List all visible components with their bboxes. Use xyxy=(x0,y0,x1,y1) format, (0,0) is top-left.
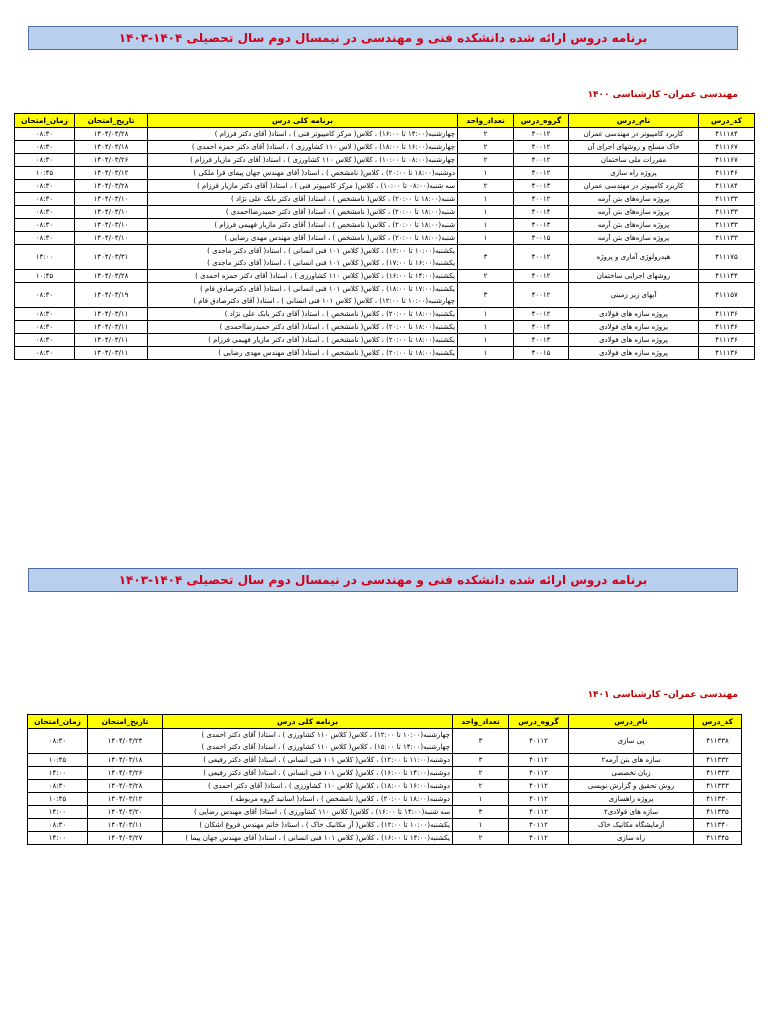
schedule-line: چهارشنبه(۱۰:۰۰ تا ۱۲:۰۰) ، کلاس( کلاس ۱۱۰ کشاورزی ) ، استاد( آقای دکتر احمدی ) xyxy=(201,731,450,739)
course-group-cell: ۴۰۰۱۲ xyxy=(514,193,569,206)
schedule-line: شنبه(۱۸:۰۰ تا ۲۰:۰۰) ، کلاس( نامشخص ) ، استاد( آقای دکتر بابک علی نژاد ) xyxy=(230,195,455,203)
units-cell: ۱ xyxy=(458,219,514,232)
course-name-cell: خاک مسلح و روشهای اجرای آن xyxy=(569,141,699,154)
schedule-cell xyxy=(148,167,458,180)
schedule-line: شنبه(۱۸:۰۰ تا ۲۰:۰۰) ، کلاس( نامشخص ) ، استاد( آقای مهندس مهدی رضایی ) xyxy=(224,234,455,242)
course-name-cell: مقررات ملی ساختمان xyxy=(569,154,699,167)
units-cell: ۲ xyxy=(458,180,514,193)
course-code-cell: ۴۱۱۱۳۳ xyxy=(699,206,755,219)
column-header-group: گروه_درس xyxy=(514,114,569,128)
units-cell: ۱ xyxy=(458,193,514,206)
schedule-cell xyxy=(148,321,458,334)
units-cell: ۳ xyxy=(453,729,509,754)
schedule-cell xyxy=(148,245,458,270)
course-code-cell: ۴۱۱۱۳۶ xyxy=(699,334,755,347)
exam-time-cell: ۱۴:۰۰ xyxy=(28,806,88,819)
table-row xyxy=(15,270,755,283)
exam-date-cell: ۱۴۰۴/۰۳/۱۸ xyxy=(75,141,148,154)
table-row xyxy=(28,729,742,754)
course-code-cell: ۴۱۱۱۳۶ xyxy=(699,321,755,334)
exam-date-cell: ۱۴۰۴/۰۳/۲۸ xyxy=(75,180,148,193)
exam-time-cell: ۱۰:۴۵ xyxy=(15,270,75,283)
schedule-cell xyxy=(148,270,458,283)
course-name-cell: هیدرولوژی آماری و پروژه xyxy=(569,245,699,270)
schedule-cell xyxy=(148,232,458,245)
section-2-table xyxy=(27,714,742,845)
schedule-cell xyxy=(148,180,458,193)
units-cell: ۲ xyxy=(458,141,514,154)
course-group-cell: ۴۰۱۱۲ xyxy=(509,832,569,845)
exam-time-cell: ۰۸:۳۰ xyxy=(15,308,75,321)
exam-time-cell: ۰۸:۳۰ xyxy=(15,193,75,206)
exam-date-cell: ۱۴۰۴/۰۳/۱۱ xyxy=(75,334,148,347)
schedule-line: چهارشنبه(۰۸:۰۰ تا ۱۰:۰۰) ، کلاس( کلاس ۱۱۰ کشاورزی ) ، استاد( آقای دکتر مازیار فرزام ) xyxy=(190,156,455,164)
course-name-cell: آزمایشگاه مکانیک خاک xyxy=(569,819,694,832)
schedule-line: چهارشنبه(۱۶:۰۰ تا ۱۸:۰۰) ، کلاس( لاس ۱۱۰ کشاورزی ) ، استاد( آقای دکتر حمزه احمدی ) xyxy=(191,143,455,151)
course-group-cell: ۴۰۱۱۲ xyxy=(509,754,569,767)
column-header-time: زمان_امتحان xyxy=(15,114,75,128)
column-header-date: تاریخ_امتحان xyxy=(75,114,148,128)
exam-date-cell: ۱۴۰۴/۰۳/۱۱ xyxy=(75,347,148,360)
exam-time-cell: ۱۴:۰۰ xyxy=(15,245,75,270)
exam-time-cell: ۰۸:۳۰ xyxy=(28,780,88,793)
course-code-cell: ۴۱۱۱۷۵ xyxy=(699,245,755,270)
course-group-cell: ۴۰۱۱۲ xyxy=(509,806,569,819)
course-group-cell: ۴۰۰۱۲ xyxy=(514,167,569,180)
course-code-cell: ۴۱۱۳۴۳ xyxy=(694,780,742,793)
course-code-cell: ۴۱۱۳۴۳ xyxy=(694,767,742,780)
table-row xyxy=(28,767,742,780)
table-row xyxy=(28,780,742,793)
exam-date-cell: ۱۴۰۴/۰۳/۲۸ xyxy=(75,128,148,141)
exam-time-cell: ۰۸:۳۰ xyxy=(15,334,75,347)
course-code-cell: ۴۱۱۱۴۴ xyxy=(699,270,755,283)
course-group-cell: ۴۰۰۱۲ xyxy=(514,245,569,270)
exam-time-cell: ۱۴:۰۰ xyxy=(28,767,88,780)
schedule-cell xyxy=(163,806,453,819)
table-row xyxy=(28,793,742,806)
course-code-cell: ۴۱۱۳۴۰ xyxy=(694,819,742,832)
course-group-cell: ۴۰۱۱۲ xyxy=(509,793,569,806)
exam-date-cell: ۱۴۰۴/۰۳/۱۲ xyxy=(88,793,163,806)
units-cell: ۱ xyxy=(458,308,514,321)
exam-date-cell: ۱۴۰۴/۰۳/۱۹ xyxy=(75,283,148,308)
course-name-cell: پروژه سازه های فولادی xyxy=(569,308,699,321)
schedule-line: شنبه(۱۸:۰۰ تا ۲۰:۰۰) ، کلاس( نامشخص ) ، استاد( آقای دکتر مازیار فهیمی فرزام ) xyxy=(214,221,455,229)
schedule-cell xyxy=(148,206,458,219)
exam-date-cell: ۱۴۰۴/۰۳/۱۰ xyxy=(75,206,148,219)
course-code-cell: ۴۱۱۱۵۷ xyxy=(699,283,755,308)
schedule-line: یکشنبه(۱۴:۰۰ تا ۱۶:۰۰) ، کلاس( کلاس ۱۰۱ فنی انسانی ) ، استاد( آقای مهندس جهان پیما ) xyxy=(185,834,450,842)
table-row xyxy=(15,141,755,154)
table-header-row xyxy=(28,715,742,729)
schedule-line: یکشنبه(۱۸:۰۰ تا ۲۰:۰۰) ، کلاس( نامشخص ) ، استاد( آقای دکتر مازیار فهیمی فرزام ) xyxy=(208,336,455,344)
table-row xyxy=(15,167,755,180)
course-name-cell: پروژه سازه‌های بتن آرمه xyxy=(569,193,699,206)
units-cell: ۱ xyxy=(453,793,509,806)
course-name-cell: روشهای اجرایی ساختمان xyxy=(569,270,699,283)
exam-date-cell: ۱۴۰۴/۰۳/۱۱ xyxy=(75,308,148,321)
schedule-line: یکشنبه(۱۸:۰۰ تا ۲۰:۰۰) ، کلاس( نامشخص ) ، استاد( آقای دکتر حمیدرضااحمدی ) xyxy=(219,323,455,331)
units-cell: ۲ xyxy=(453,780,509,793)
course-name-cell: سازه های فولادی۲ xyxy=(569,806,694,819)
units-cell: ۳ xyxy=(458,245,514,270)
schedule-line: دوشنبه(۱۸:۰۰ تا ۲۰:۰۰) ، کلاس( نامشخص ) ، استاد( اساتید گروه مربوطه ) xyxy=(230,795,450,803)
units-cell: ۲ xyxy=(458,270,514,283)
schedule-line: یکشنبه(۱۰:۰۰ تا ۱۲:۰۰) ، کلاس( کلاس ۱۰۱ فنی انسانی ) ، استاد( آقای دکتر ماجدی ) xyxy=(207,247,455,255)
course-name-cell: پروژه سازه های فولادی xyxy=(569,347,699,360)
units-cell: ۱ xyxy=(458,334,514,347)
table-row xyxy=(15,308,755,321)
course-name-cell: پروژه سازه‌های بتن آرمه xyxy=(569,219,699,232)
schedule-cell xyxy=(148,193,458,206)
section-1-banner xyxy=(28,26,738,50)
table-row xyxy=(28,832,742,845)
schedule-cell xyxy=(163,780,453,793)
exam-time-cell: ۰۸:۳۰ xyxy=(28,729,88,754)
course-group-cell: ۴۰۰۱۳ xyxy=(514,334,569,347)
course-group-cell: ۴۰۰۱۲ xyxy=(514,308,569,321)
course-name-cell: پروژه سازه‌های بتن آرمه xyxy=(569,206,699,219)
exam-date-cell: ۱۴۰۴/۰۳/۱۱ xyxy=(88,819,163,832)
course-code-cell: ۴۱۱۱۳۳ xyxy=(699,219,755,232)
course-name-cell: سازه های بتن آرمه۲ xyxy=(569,754,694,767)
course-name-cell: آبهای زیر زمینی xyxy=(569,283,699,308)
course-code-cell: ۴۱۱۱۶۷ xyxy=(699,154,755,167)
schedule-cell xyxy=(148,347,458,360)
course-name-cell: پروژه سازه‌های بتن آرمه xyxy=(569,232,699,245)
column-header-code: کد_درس xyxy=(694,715,742,729)
course-code-cell: ۴۱۱۱۸۴ xyxy=(699,180,755,193)
course-group-cell: ۴۰۱۱۲ xyxy=(509,767,569,780)
course-group-cell: ۴۰۰۱۲ xyxy=(514,283,569,308)
schedule-line: دوشنبه(۱۸:۰۰ تا ۲۰:۰۰) ، کلاس( نامشخص ) ، استاد( آقای مهندس جهان پیمای قرا ملکی ) xyxy=(193,169,455,177)
course-code-cell: ۴۱۱۱۳۳ xyxy=(699,193,755,206)
exam-time-cell: ۱۴:۰۰ xyxy=(28,832,88,845)
units-cell: ۲ xyxy=(453,767,509,780)
course-code-cell: ۴۱۱۳۳۰ xyxy=(694,793,742,806)
schedule-line: سه شنبه(۰۸:۰۰ تا ۱۰:۰۰) ، کلاس( مرکز کامپیوتر فنی ) ، استاد( آقای دکتر مازیار فرزام ) xyxy=(197,182,455,190)
schedule-cell xyxy=(148,154,458,167)
schedule-line: چهارشنبه(۱۴:۰۰ تا ۱۶:۰۰) ، کلاس( مرکز کامپیوتر فنی ) ، استاد( آقای دکتر فرزام ) xyxy=(214,130,455,138)
course-group-cell: ۴۰۱۱۲ xyxy=(509,819,569,832)
schedule-cell xyxy=(148,219,458,232)
course-name-cell: پروژه سازه های فولادی xyxy=(569,334,699,347)
exam-date-cell: ۱۴۰۴/۰۳/۳۱ xyxy=(75,245,148,270)
schedule-line: سه شنبه(۱۴:۰۰ تا ۱۶:۰۰) ، کلاس( کلاس ۱۱۰ کشاورزی ) ، استاد( آقای مهندس رضایی ) xyxy=(194,808,450,816)
section-1-subtitle: مهندسی عمران– کارشناسی ۱۴۰۰ xyxy=(587,90,738,100)
exam-date-cell: ۱۴۰۴/۰۳/۲۷ xyxy=(88,832,163,845)
section-1-table xyxy=(14,113,755,360)
table-row xyxy=(15,321,755,334)
exam-time-cell: ۱۰:۴۵ xyxy=(15,167,75,180)
course-group-cell: ۴۰۰۱۴ xyxy=(514,321,569,334)
exam-time-cell: ۰۸:۳۰ xyxy=(15,347,75,360)
course-code-cell: ۴۱۱۳۳۵ xyxy=(694,806,742,819)
section-2-banner xyxy=(28,568,738,592)
schedule-line: شنبه(۱۸:۰۰ تا ۲۰:۰۰) ، کلاس( نامشخص ) ، استاد( آقای دکتر حمیدرضااحمدی ) xyxy=(225,208,455,216)
schedule-line: یکشنبه(۱۴:۰۰ تا ۱۶:۰۰) ، کلاس( کلاس ۱۱۰ کشاورزی ) ، استاد( آقای دکتر حمزه احمدی ) xyxy=(195,272,455,280)
column-header-date: تاریخ_امتحان xyxy=(88,715,163,729)
course-group-cell: ۴۰۰۱۳ xyxy=(514,180,569,193)
schedule-cell xyxy=(163,767,453,780)
schedule-line: یکشنبه(۱۷:۰۰ تا ۱۸:۰۰) ، کلاس( کلاس ۱۰۱ فنی انسانی ) ، استاد( آقای دکترصادق فام ) xyxy=(200,285,455,293)
course-code-cell: ۴۱۱۱۶۷ xyxy=(699,141,755,154)
exam-date-cell: ۱۴۰۴/۰۳/۱۲ xyxy=(75,167,148,180)
course-name-cell: پروژه راهسازی xyxy=(569,793,694,806)
section-2-subtitle: مهندسی عمران– کارشناسی ۱۴۰۱ xyxy=(587,690,738,700)
table-row xyxy=(15,128,755,141)
exam-time-cell: ۰۸:۳۰ xyxy=(15,180,75,193)
course-name-cell: کاربرد کامپیوتر در مهندسی عمران xyxy=(569,180,699,193)
column-header-time: زمان_امتحان xyxy=(28,715,88,729)
course-group-cell: ۴۰۱۱۲ xyxy=(509,780,569,793)
column-header-name: نام_درس xyxy=(569,715,694,729)
table-row xyxy=(15,232,755,245)
table-row xyxy=(15,193,755,206)
units-cell: ۳ xyxy=(458,283,514,308)
units-cell: ۱ xyxy=(458,321,514,334)
course-group-cell: ۴۰۰۱۵ xyxy=(514,347,569,360)
exam-time-cell: ۰۸:۳۰ xyxy=(15,283,75,308)
exam-date-cell: ۱۴۰۴/۰۳/۱۰ xyxy=(75,232,148,245)
table-row xyxy=(28,819,742,832)
table-row xyxy=(15,206,755,219)
exam-date-cell: ۱۴۰۴/۰۳/۲۸ xyxy=(88,780,163,793)
exam-date-cell: ۱۴۰۴/۰۳/۲۴ xyxy=(88,729,163,754)
exam-time-cell: ۱۰:۴۵ xyxy=(28,754,88,767)
exam-date-cell: ۱۴۰۴/۰۳/۲۶ xyxy=(88,767,163,780)
schedule-cell xyxy=(148,334,458,347)
course-code-cell: ۴۱۱۱۳۶ xyxy=(699,347,755,360)
section-2-title: برنامه دروس ارائه شده دانشکده فنی و مهندسی در نیمسال دوم سال تحصیلی ۱۴۰۴-۱۴۰۳ xyxy=(118,573,648,587)
units-cell: ۲ xyxy=(458,154,514,167)
exam-date-cell: ۱۴۰۴/۰۳/۱۰ xyxy=(75,219,148,232)
course-name-cell: راه سازی xyxy=(569,832,694,845)
schedule-line: یکشنبه(۱۸:۰۰ تا ۲۰:۰۰) ، کلاس( نامشخص ) ، استاد( آقای دکتر بابک علی نژاد ) xyxy=(224,310,455,318)
schedule-line: چهارشنبه(۱۴:۰۰ تا ۱۵:۰۰) ، کلاس( کلاس ۱۱۰ کشاورزی ) ، استاد( آقای دکتر احمدی ) xyxy=(201,743,450,751)
schedule-line: یکشنبه(۱۸:۰۰ تا ۲۰:۰۰) ، کلاس( نامشخص ) ، استاد( آقای مهندس مهدی رضایی ) xyxy=(218,349,455,357)
course-name-cell: پی سازی xyxy=(569,729,694,754)
units-cell: ۱ xyxy=(458,206,514,219)
units-cell: ۳ xyxy=(453,754,509,767)
exam-time-cell: ۱۰:۴۵ xyxy=(28,793,88,806)
course-group-cell: ۴۰۰۱۵ xyxy=(514,232,569,245)
exam-date-cell: ۱۴۰۴/۰۳/۲۰ xyxy=(88,806,163,819)
schedule-line: دوشنبه(۱۱:۰۰ تا ۱۲:۰۰) ، کلاس( کلاس ۱۰۱ فنی انسانی ) ، استاد( آقای دکتر رفیعی ) xyxy=(203,756,450,764)
course-code-cell: ۴۱۱۳۴۵ xyxy=(694,832,742,845)
exam-date-cell: ۱۴۰۴/۰۳/۲۶ xyxy=(75,154,148,167)
units-cell: ۱ xyxy=(458,347,514,360)
table-row xyxy=(15,245,755,270)
schedule-line: دوشنبه(۱۴:۰۰ تا ۱۶:۰۰) ، کلاس( کلاس ۱۰۱ فنی انسانی ) ، استاد( آقای دکتر رفیعی ) xyxy=(203,769,450,777)
column-header-units: تعداد_واحد xyxy=(453,715,509,729)
exam-time-cell: ۰۸:۳۰ xyxy=(28,819,88,832)
column-header-code: کد_درس xyxy=(699,114,755,128)
course-code-cell: ۴۱۱۱۸۴ xyxy=(699,128,755,141)
schedule-line: چهارشنبه(۱۰:۰۰ تا ۱۲:۰۰) ، کلاس( کلاس ۱۰۱ فنی انسانی ) ، استاد( آقای دکترصادق فام ) xyxy=(193,297,455,305)
course-group-cell: ۴۰۰۱۲ xyxy=(514,128,569,141)
course-code-cell: ۴۱۱۱۳۶ xyxy=(699,308,755,321)
course-group-cell: ۴۰۰۱۴ xyxy=(514,206,569,219)
exam-date-cell: ۱۴۰۴/۰۳/۱۱ xyxy=(75,321,148,334)
course-code-cell: ۴۱۱۱۳۳ xyxy=(699,232,755,245)
units-cell: ۲ xyxy=(458,128,514,141)
schedule-line: دوشنبه(۱۶:۰۰ تا ۱۸:۰۰) ، کلاس( کلاس ۱۱۰ کشاورزی ) ، استاد( آقای دکتر احمدی ) xyxy=(208,782,450,790)
schedule-cell xyxy=(163,819,453,832)
section-1-title: برنامه دروس ارائه شده دانشکده فنی و مهندسی در نیمسال دوم سال تحصیلی ۱۴۰۴-۱۴۰۳ xyxy=(118,31,648,45)
column-header-units: تعداد_واحد xyxy=(458,114,514,128)
schedule-cell xyxy=(148,128,458,141)
exam-date-cell: ۱۴۰۴/۰۳/۱۸ xyxy=(88,754,163,767)
table-row xyxy=(15,283,755,308)
table-row xyxy=(28,754,742,767)
course-group-cell: ۴۰۰۱۲ xyxy=(514,270,569,283)
table-row xyxy=(15,154,755,167)
units-cell: ۲ xyxy=(453,832,509,845)
schedule-cell xyxy=(163,832,453,845)
table-header-row xyxy=(15,114,755,128)
course-name-cell: کاربرد کامپیوتر در مهندسی عمران xyxy=(569,128,699,141)
exam-time-cell: ۰۸:۳۰ xyxy=(15,128,75,141)
exam-time-cell: ۰۸:۳۰ xyxy=(15,219,75,232)
course-name-cell: زبان تخصصی xyxy=(569,767,694,780)
table-row xyxy=(15,180,755,193)
table-row xyxy=(28,806,742,819)
schedule-line: یکشنبه(۱۰:۰۰ تا ۱۲:۰۰) ، کلاس( آز مکانیک خاک ) ، استاد( خانم مهندس فروغ اشکان ) xyxy=(199,821,450,829)
course-group-cell: ۴۰۰۱۲ xyxy=(514,154,569,167)
course-code-cell: ۴۱۱۳۳۲ xyxy=(694,754,742,767)
column-header-group: گروه_درس xyxy=(509,715,569,729)
exam-date-cell: ۱۴۰۴/۰۳/۱۰ xyxy=(75,193,148,206)
course-code-cell: ۴۱۱۱۴۶ xyxy=(699,167,755,180)
schedule-cell xyxy=(163,793,453,806)
schedule-cell xyxy=(163,754,453,767)
units-cell: ۱ xyxy=(458,167,514,180)
units-cell: ۱ xyxy=(458,232,514,245)
exam-time-cell: ۰۸:۳۰ xyxy=(15,321,75,334)
column-header-program: برنامه کلی درس xyxy=(148,114,458,128)
column-header-program: برنامه کلی درس xyxy=(163,715,453,729)
exam-time-cell: ۰۸:۳۰ xyxy=(15,206,75,219)
course-name-cell: پروژه سازه های فولادی xyxy=(569,321,699,334)
column-header-name: نام_درس xyxy=(569,114,699,128)
course-code-cell: ۴۱۱۳۳۸ xyxy=(694,729,742,754)
schedule-cell xyxy=(148,141,458,154)
course-group-cell: ۴۰۱۱۲ xyxy=(509,729,569,754)
schedule-cell xyxy=(148,283,458,308)
course-name-cell: پروژه راه سازی xyxy=(569,167,699,180)
table-row xyxy=(15,219,755,232)
schedule-cell xyxy=(148,308,458,321)
table-row xyxy=(15,347,755,360)
schedule-cell xyxy=(163,729,453,754)
exam-date-cell: ۱۴۰۴/۰۳/۲۸ xyxy=(75,270,148,283)
course-group-cell: ۴۰۰۱۲ xyxy=(514,141,569,154)
units-cell: ۱ xyxy=(453,819,509,832)
units-cell: ۳ xyxy=(453,806,509,819)
course-name-cell: روش تحقیق و گزارش نویسی xyxy=(569,780,694,793)
exam-time-cell: ۰۸:۳۰ xyxy=(15,154,75,167)
course-group-cell: ۴۰۰۱۳ xyxy=(514,219,569,232)
exam-time-cell: ۰۸:۳۰ xyxy=(15,232,75,245)
exam-time-cell: ۰۸:۳۰ xyxy=(15,141,75,154)
table-row xyxy=(15,334,755,347)
schedule-line: یکشنبه(۱۶:۰۰ تا ۱۷:۰۰) ، کلاس( کلاس ۱۰۱ فنی انسانی ) ، استاد( آقای دکتر ماجدی ) xyxy=(207,259,455,267)
